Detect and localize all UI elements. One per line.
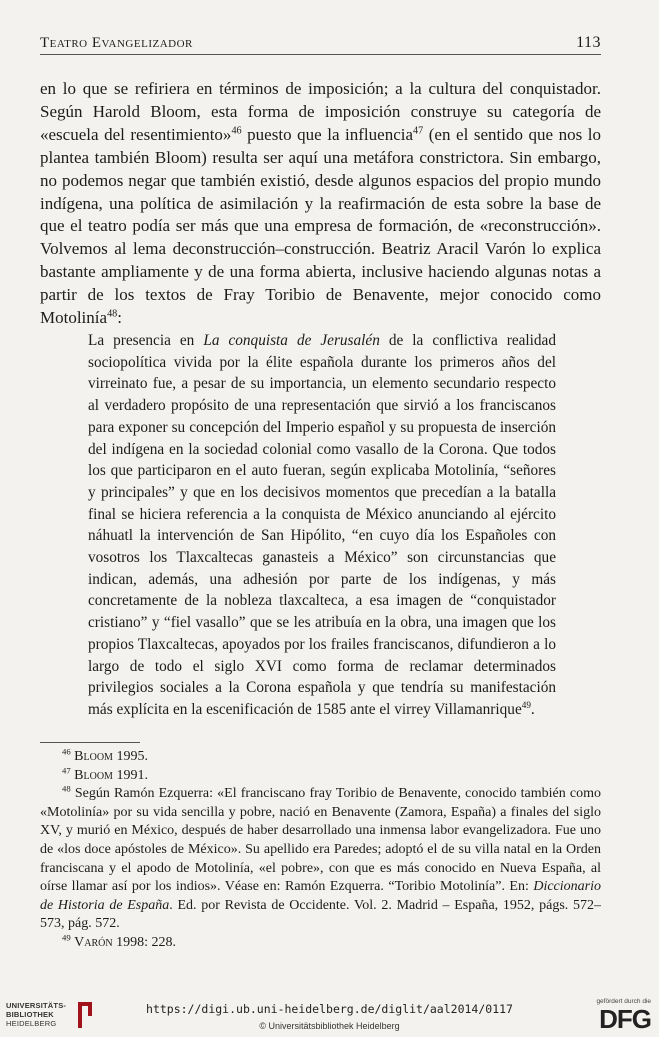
- paragraph-text-2: puesto que la influencia: [241, 124, 414, 144]
- footnote-number: 49: [62, 932, 71, 943]
- source-url-link[interactable]: https://digi.ub.uni-heidelberg.de/diglit/aal2014/0117: [146, 1002, 513, 1016]
- footnote-text-end: . Ed. por Revista de Occidente. Vol. 2. Madrid – España, 1952, págs. 572–573, pág. 572.: [40, 897, 601, 932]
- dfg-funded-by: gefördert durch die: [596, 998, 651, 1005]
- running-title: Teatro Evangelizador: [40, 35, 193, 51]
- footnote-italic-title: Diccionario de Historia de España: [40, 879, 601, 913]
- quote-text-3: .: [530, 700, 535, 718]
- footnote-ref-46[interactable]: 46: [231, 125, 242, 137]
- quote-work-title: La conquista de Jerusalén: [203, 332, 380, 349]
- footnote-author: Bloom: [74, 749, 113, 764]
- dfg-wordmark: DFG: [599, 1004, 651, 1034]
- footnote-ref-47[interactable]: 47: [413, 125, 424, 137]
- footnote-48: [40, 785, 601, 934]
- footnote-author: Bloom: [74, 767, 113, 783]
- quote-text-1: La presencia en: [88, 332, 204, 349]
- footnote-author: Varón: [74, 934, 113, 950]
- library-line-2: BIBLIOTHEK: [6, 1010, 54, 1019]
- footnote-text: Según Ramón Ezquerra: «El franciscano fray Toribio de Benavente, conocido también como «Motolinía» por su vida sencilla y pobre, nació en Benavente (Zamora, España) a finales del siglo XV, y murió en México, después de haber desarrollado una inmensa labor evangelizadora. Fue uno de «los doce apóstoles de México». Su apellido era Paredes; adoptó el de su villa natal en la Orden franciscana y el apodo de Motolinía, «el pobre», con que es más conocido en Nueva España, al oírse llamar así por los indios». Véase en: Ramón Ezquerra. “Toribio Motolinía”. En:: [40, 786, 601, 895]
- library-line-1: UNIVERSITÄTS-: [6, 1001, 67, 1010]
- quote-text-2: de la conflictiva realidad sociopolítica vivida por la élite española durante los primeros años del virreinato fue, a pesar de su importancia, un elemento secundario respecto al verdadero propósito de una representación que sirvió a los franciscanos para exponer su concepción del Imperio español y su propuesta de inserción del indígena en la sociedad colonial como vasallo de la Corona. Que todos los que participaron en el auto fueran, según explicaba Motolinía, “señores y principales” y que en los decisivos momentos que precedían a la batalla final se hiciera referencia a la conquista de México anunciando al ejército náhuatl la intervención de San Hipólito, “en cuyo día los Españoles con vosotros los Tlaxcaltecas ganasteis a México” son circunstancias que indican, además, una adhesión por parte de los indígenas, y más concretamente de la nobleza tlaxcalteca, a esa imagen de “conquistador cristiano” y “fiel vasallo” que se les atribuía en la obra, una imagen que los propios Tlaxcaltecas, apoyados por los frailes franciscanos, difundieron a lo largo de todo el siglo XVI como forma de reclamar determinados privilegios sociales a la Corona española y que tendría su manifestación más explícita en la escenificación de 1585 ante el virrey Villamanrique: [88, 332, 556, 718]
- page-number: 113: [576, 34, 601, 51]
- footnote-46: [40, 748, 601, 767]
- footnote-text: 1995.: [112, 749, 148, 764]
- footnote-divider: [40, 742, 140, 743]
- footnotes: [40, 748, 601, 953]
- footnote-number: 47: [62, 764, 71, 775]
- block-quote: [88, 330, 556, 721]
- library-line-3: HEIDELBERG: [6, 1019, 57, 1028]
- footnote-text: 1991.: [112, 767, 148, 783]
- footnote-number: 46: [62, 746, 71, 757]
- paragraph-text-4: :: [117, 308, 122, 328]
- footnote-text: 1998: 228.: [112, 934, 177, 950]
- paragraph-text-3: (en el sentido que nos lo plantea también Bloom) resulta ser aquí una metáfora constrictora. Sin embargo, no podemos negar que también existió, desde algunos espacios del propio mundo indígena, una política de asimilación y la reafirmación de esta sobre la base de que el teatro podía ser más que una empresa de formación, de «reconstrucción». Volvemos al lema deconstrucción–construcción. Beatriz Aracil Varón lo explica bastante ampliamente y de una forma abierta, inclusive haciendo algunas notas a partir de los textos de Fray Toribio de Benavente, mejor conocido como Motolinía: [40, 124, 601, 328]
- copyright-notice: © Universitätsbibliothek Heidelberg: [259, 1021, 400, 1031]
- main-paragraph: [40, 78, 601, 330]
- footnote-47: [40, 764, 601, 786]
- footnote-number: 48: [62, 783, 71, 794]
- footnote-ref-48[interactable]: 48: [107, 308, 118, 320]
- footnote-ref-49[interactable]: 49: [521, 699, 531, 710]
- running-header: [40, 34, 601, 55]
- footnote-49: [40, 934, 601, 953]
- paragraph-text-1: en lo que se refiriera en términos de imposición; a la cultura del conquistador. Según Harold Bloom, esta forma de imposición construye su categoría de «escuela del resentimiento»: [40, 79, 601, 144]
- dfg-logo[interactable]: [585, 998, 651, 1032]
